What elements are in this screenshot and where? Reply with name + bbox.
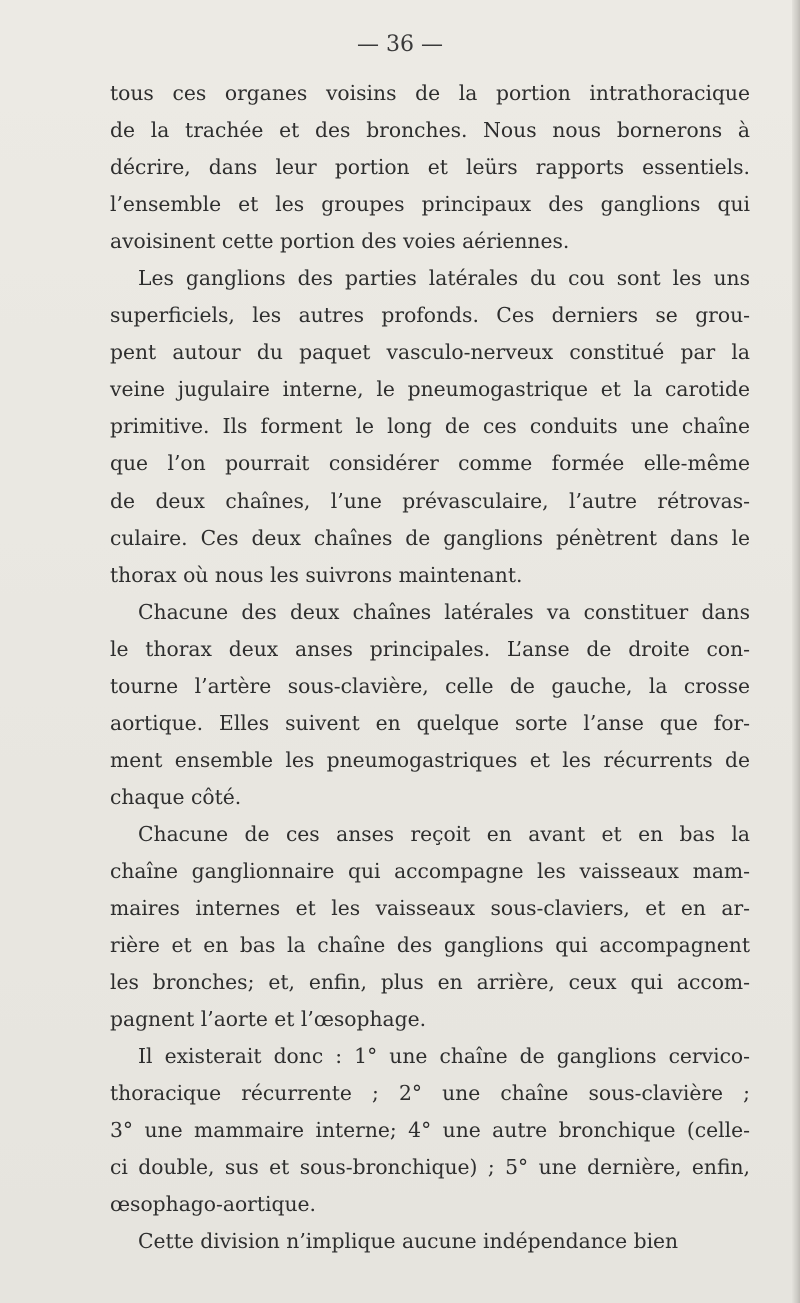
- text-line: Cette division n’implique aucune indépendance bien: [138, 1229, 679, 1254]
- text-line: de la trachée et des bronches. Nous nous bornerons à: [110, 118, 750, 143]
- text-line: ment ensemble les pneumogastriques et les récurrents de: [110, 747, 750, 772]
- text-line: chaque côté.: [110, 784, 242, 809]
- text-line: primitive. Ils forment le long de ces conduits une chaîne: [110, 414, 750, 439]
- text-line: pagnent l’aorte et l’œsophage.: [110, 1007, 427, 1032]
- text-line: que l’on pourrait considérer comme formée elle-même: [110, 451, 750, 476]
- page-edge: [792, 0, 800, 1303]
- text-line: chaîne ganglionnaire qui accompagne les vaisseaux mam-: [110, 858, 750, 883]
- text-line: thoracique récurrente ; 2° une chaîne sous-clavière ;: [110, 1081, 750, 1106]
- paragraph: [110, 75, 750, 260]
- text-line: veine jugulaire interne, le pneumogastrique et la carotide: [110, 377, 750, 402]
- text-line: le thorax deux anses principales. L’anse de droite con-: [110, 636, 750, 661]
- text-line: œsophago-aortique.: [110, 1192, 316, 1217]
- text-line: les bronches; et, enfin, plus en arrière, ceux qui accom-: [110, 970, 750, 995]
- text-line: rière et en bas la chaîne des ganglions qui accompagnent: [110, 933, 750, 958]
- text-line: Chacune de ces anses reçoit en avant et en bas la: [138, 821, 750, 846]
- text-line: Il existerait donc : 1° une chaîne de ganglions cervico-: [138, 1044, 750, 1069]
- text-line: superficiels, les autres profonds. Ces derniers se grou-: [110, 303, 750, 328]
- paragraph: [110, 816, 750, 1038]
- text-line: Chacune des deux chaînes latérales va constituer dans: [138, 599, 750, 624]
- paragraph: [110, 1038, 750, 1223]
- text-line: aortique. Elles suivent en quelque sorte l’anse que for-: [110, 710, 750, 735]
- text-line: ci double, sus et sous-bronchique) ; 5° une dernière, enfin,: [110, 1155, 750, 1180]
- paragraph: [110, 594, 750, 816]
- paragraph: [110, 260, 750, 593]
- text-line: maires internes et les vaisseaux sous-claviers, et en ar-: [110, 896, 750, 921]
- text-line: avoisinent cette portion des voies aériennes.: [110, 229, 570, 254]
- text-line: Les ganglions des parties latérales du cou sont les uns: [138, 266, 750, 291]
- text-line: décrire, dans leur portion et leürs rapports essentiels.: [110, 155, 750, 180]
- text-line: tous ces organes voisins de la portion intrathoracique: [110, 81, 750, 105]
- body-text: [110, 75, 750, 1261]
- text-line: thorax où nous les suivrons maintenant.: [110, 562, 523, 587]
- text-line: culaire. Ces deux chaînes de ganglions pénètrent dans le: [110, 525, 750, 550]
- text-line: 3° une mammaire interne; 4° une autre bronchique (celle-: [110, 1118, 750, 1143]
- text-line: l’ensemble et les groupes principaux des ganglions qui: [110, 192, 750, 217]
- page-number: — 36 —: [357, 32, 443, 57]
- text-line: tourne l’artère sous-clavière, celle de gauche, la crosse: [110, 673, 750, 698]
- paragraph: [110, 1223, 750, 1260]
- text-line: de deux chaînes, l’une prévasculaire, l’autre rétrovas-: [110, 488, 750, 513]
- text-line: pent autour du paquet vasculo-nerveux constitué par la: [110, 340, 750, 365]
